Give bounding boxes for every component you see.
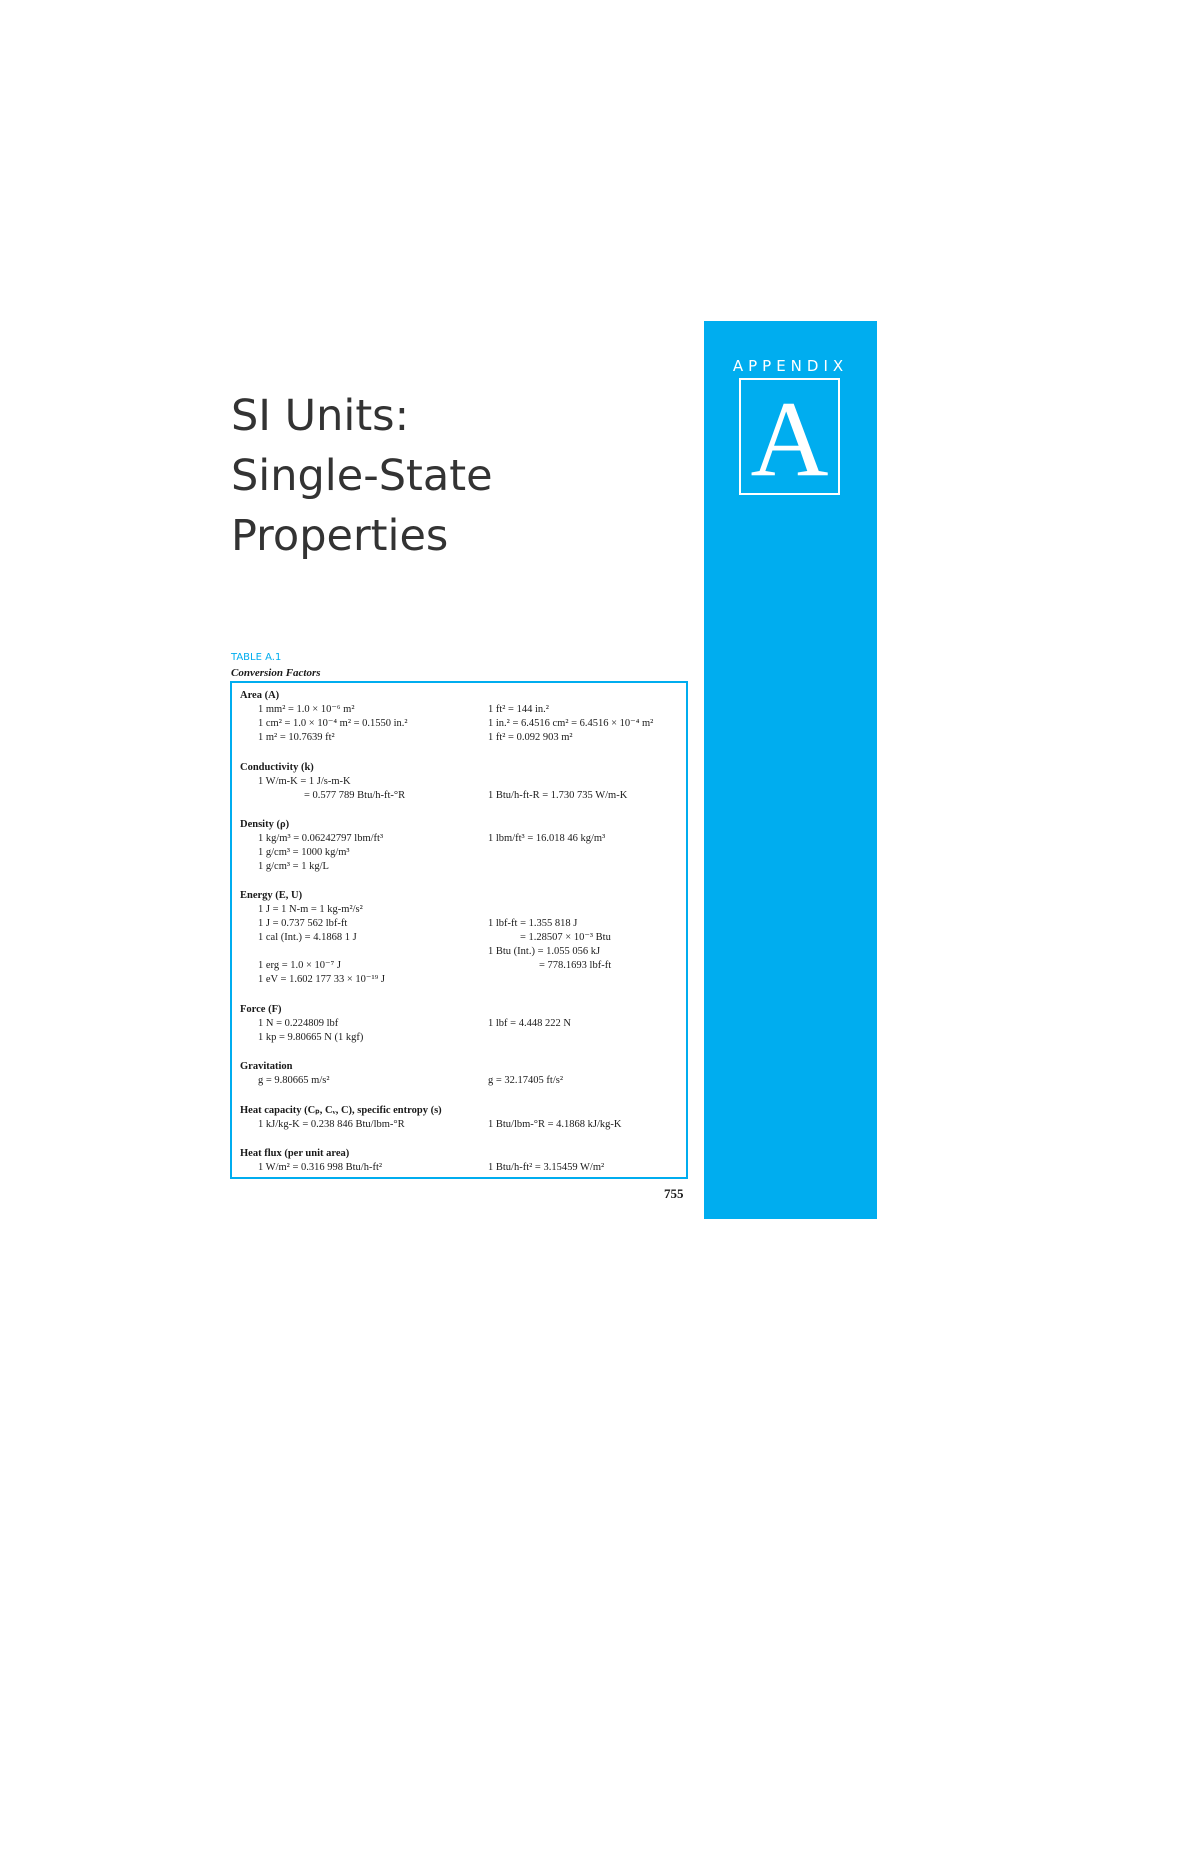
density-left-1: 1 kg/m³ = 0.06242797 lbm/ft³: [258, 833, 384, 844]
heat-flux-right-1: 1 Btu/h-ft² = 3.15459 W/m²: [488, 1162, 605, 1173]
conductivity-left-2: = 0.577 789 Btu/h-ft-°R: [304, 790, 406, 801]
section-heading-energy: Energy (E, U): [240, 890, 303, 901]
energy-right-4: 1 Btu (Int.) = 1.055 056 kJ: [488, 946, 601, 957]
gravitation-right-1: g = 32.17405 ft/s²: [488, 1075, 563, 1086]
section-heading-area: Area (A): [240, 690, 280, 701]
area-right-2: 1 in.² = 6.4516 cm² = 6.4516 × 10⁻⁴ m²: [488, 718, 654, 729]
area-right-1: 1 ft² = 144 in.²: [488, 704, 549, 715]
energy-left-2: 1 J = 0.737 562 lbf-ft: [258, 918, 348, 929]
appendix-letter-box: [739, 378, 840, 499]
section-heading-conductivity: Conductivity (k): [240, 762, 314, 773]
energy-left-5: 1 eV = 1.602 177 33 × 10⁻¹⁹ J: [258, 974, 385, 985]
section-heading-heat-flux: Heat flux (per unit area): [240, 1148, 350, 1159]
density-left-2: 1 g/cm³ = 1000 kg/m³: [258, 847, 350, 858]
chapter-title-line-2: Single-State: [231, 451, 493, 501]
heat-capacity-left-1: 1 kJ/kg-K = 0.238 846 Btu/lbm-°R: [258, 1119, 405, 1130]
energy-left-1: 1 J = 1 N-m = 1 kg-m²/s²: [258, 904, 363, 915]
conductivity-right-2: 1 Btu/h-ft-R = 1.730 735 W/m-K: [488, 790, 628, 801]
energy-right-5: = 778.1693 lbf-ft: [539, 960, 612, 971]
chapter-title: [231, 386, 671, 566]
energy-right-2: 1 lbf-ft = 1.355 818 J: [488, 918, 578, 929]
chapter-title-line-1: SI Units:: [231, 391, 410, 441]
gravitation-left-1: g = 9.80665 m/s²: [258, 1075, 330, 1086]
area-left-2: 1 cm² = 1.0 × 10⁻⁴ m² = 0.1550 in.²: [258, 718, 408, 729]
appendix-label: APPENDIX: [732, 357, 849, 375]
force-left-2: 1 kp = 9.80665 N (1 kgf): [258, 1032, 364, 1043]
section-heading-gravitation: Gravitation: [240, 1061, 293, 1072]
conductivity-left-1: 1 W/m-K = 1 J/s-m-K: [258, 776, 351, 787]
force-left-1: 1 N = 0.224809 lbf: [258, 1018, 339, 1029]
energy-left-3: 1 cal (Int.) = 4.1868 1 J: [258, 932, 357, 943]
density-left-3: 1 g/cm³ = 1 kg/L: [258, 861, 329, 872]
section-heading-density: Density (ρ): [240, 819, 290, 830]
density-right-1: 1 lbm/ft³ = 16.018 46 kg/m³: [488, 833, 606, 844]
heat-flux-left-1: 1 W/m² = 0.316 998 Btu/h-ft²: [258, 1162, 383, 1173]
area-left-3: 1 m² = 10.7639 ft²: [258, 732, 335, 743]
area-right-3: 1 ft² = 0.092 903 m²: [488, 732, 573, 743]
appendix-letter: A: [750, 379, 829, 499]
appendix-side-band: [704, 321, 877, 1219]
section-heading-heat-capacity: Heat capacity (Cₚ, Cᵥ, C), specific entropy (s): [240, 1105, 442, 1116]
chapter-title-line-3: Properties: [231, 511, 449, 561]
area-left-1: 1 mm² = 1.0 × 10⁻⁶ m²: [258, 704, 355, 715]
energy-right-3: = 1.28507 × 10⁻³ Btu: [520, 932, 611, 943]
section-heading-force: Force (F): [240, 1004, 282, 1015]
energy-left-4: 1 erg = 1.0 × 10⁻⁷ J: [258, 960, 341, 971]
page-number: 755: [664, 1186, 684, 1201]
table-label: TABLE A.1: [231, 652, 282, 663]
heat-capacity-right-1: 1 Btu/lbm-°R = 4.1868 kJ/kg-K: [488, 1119, 622, 1130]
conversion-table: [230, 681, 688, 1179]
table-caption: Conversion Factors: [231, 667, 321, 679]
force-right-1: 1 lbf = 4.448 222 N: [488, 1018, 571, 1029]
